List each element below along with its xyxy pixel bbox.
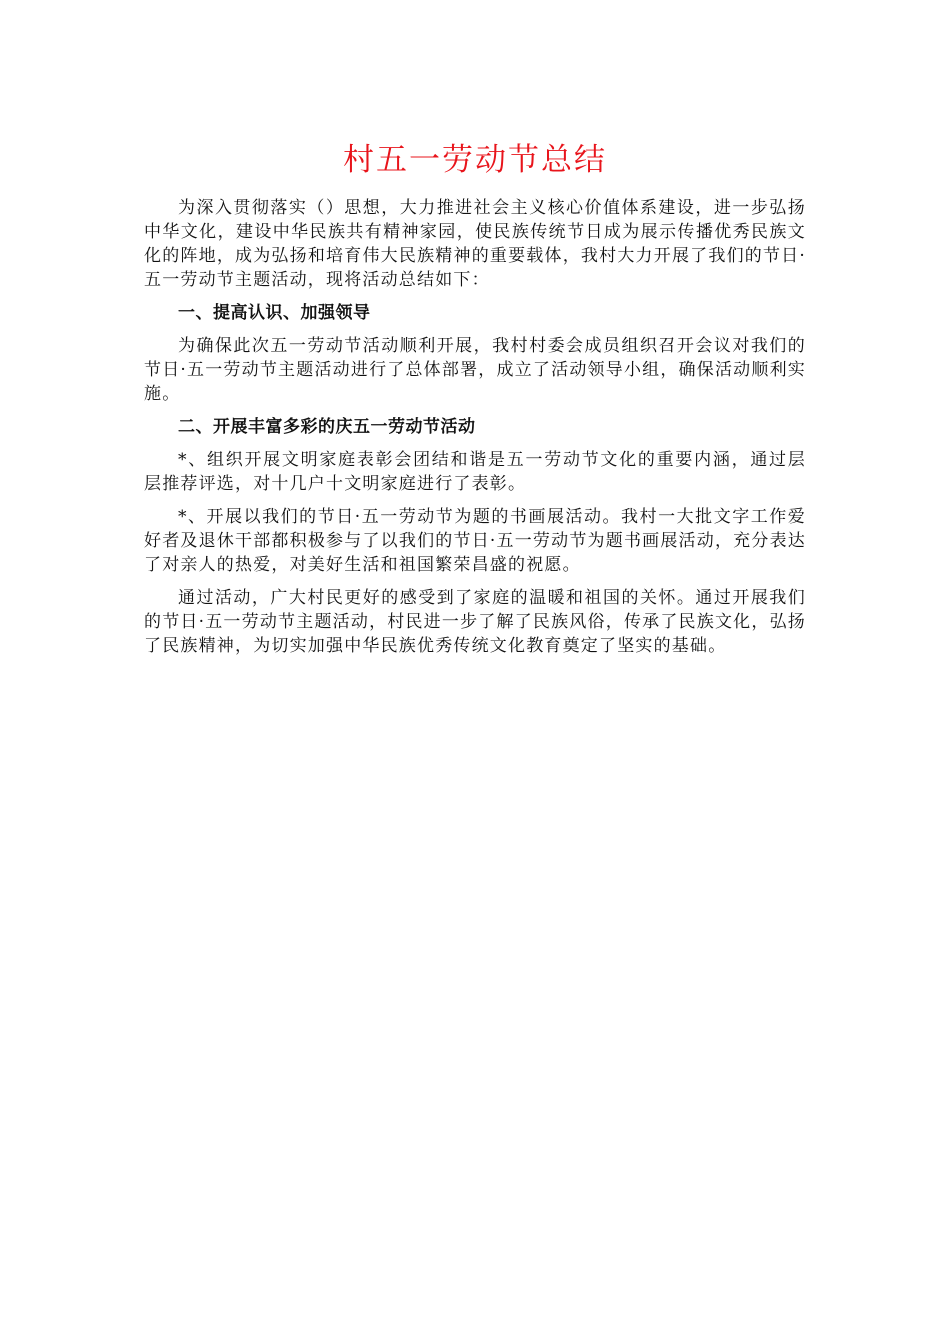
intro-paragraph: 为深入贯彻落实（）思想，大力推进社会主义核心价值体系建设，进一步弘扬中华文化，建设中华民族共有精神家园，使民族传统节日成为展示传播优秀民族文化的阵地，成为弘扬和培育伟大民族精神的重要载体，我村大力开展了我们的节日·五一劳动节主题活动，现将活动总结如下：: [144, 198, 806, 290]
document-title: 村五一劳动节总结: [343, 142, 607, 178]
section-2-heading: 二、开展丰富多彩的庆五一劳动节活动: [178, 417, 476, 437]
section-1-heading: 一、提高认识、加强领导: [178, 303, 371, 323]
conclusion-paragraph: 通过活动，广大村民更好的感受到了家庭的温暖和祖国的关怀。通过开展我们的节日·五一劳动节主题活动，村民进一步了解了民族风俗，传承了民族文化，弘扬了民族精神，为切实加强中华民族优秀传统文化教育奠定了坚实的基础。: [144, 588, 806, 656]
section-1-paragraph: 为确保此次五一劳动节活动顺利开展，我村村委会成员组织召开会议对我们的节日·五一劳动节主题活动进行了总体部署，成立了活动领导小组，确保活动顺利实施。: [144, 336, 806, 404]
section-2-item-2: *、开展以我们的节日·五一劳动节为题的书画展活动。我村一大批文字工作爱好者及退休干部都积极参与了以我们的节日·五一劳动节为题书画展活动，充分表达了对亲人的热爱，对美好生活和祖国繁荣昌盛的祝愿。: [144, 507, 806, 575]
document-content: [144, 140, 806, 667]
section-2-item-1: *、组织开展文明家庭表彰会团结和谐是五一劳动节文化的重要内涵，通过层层推荐评选，对十几户十文明家庭进行了表彰。: [144, 450, 806, 494]
